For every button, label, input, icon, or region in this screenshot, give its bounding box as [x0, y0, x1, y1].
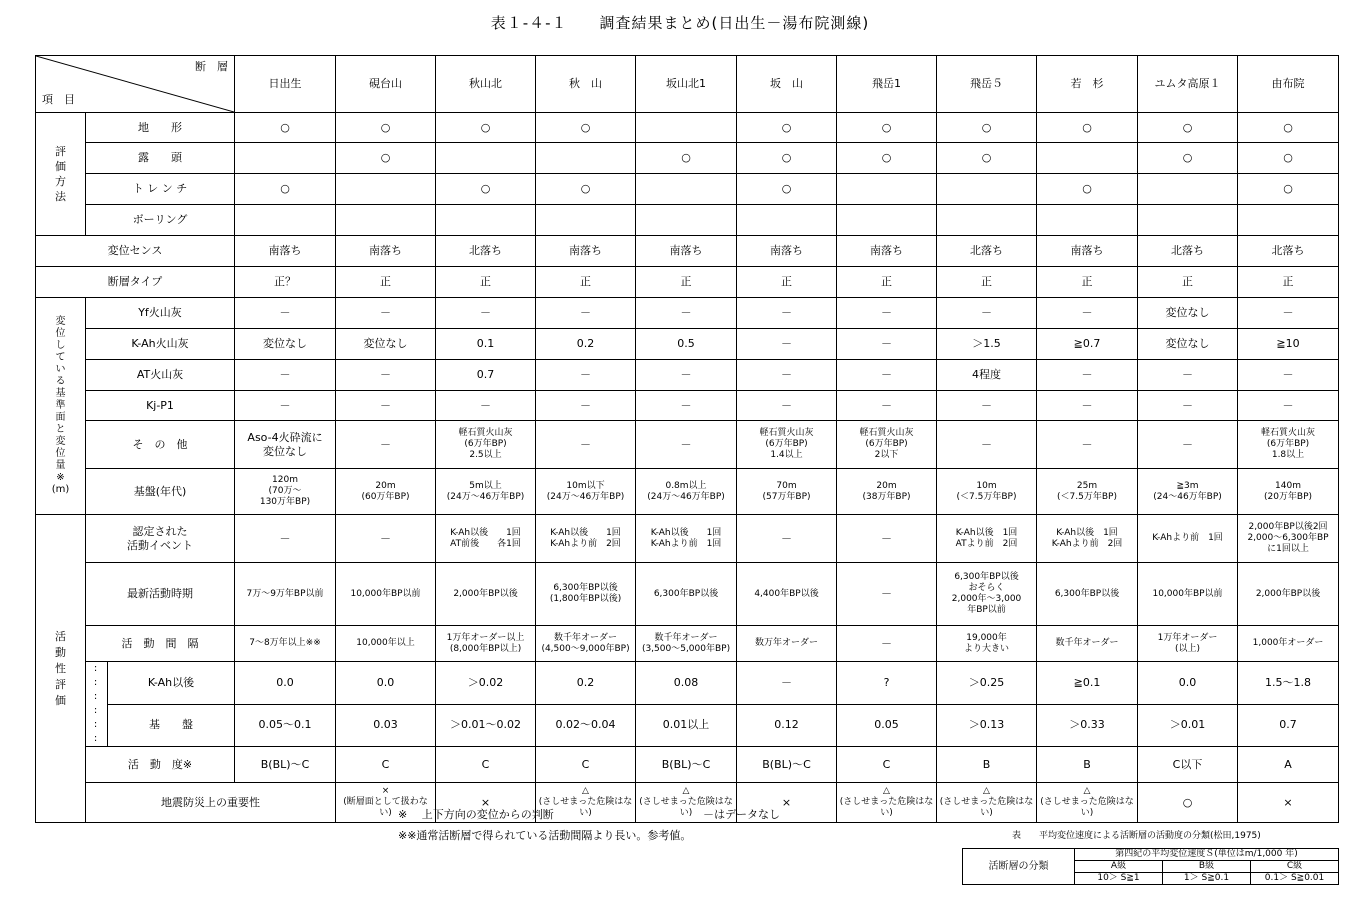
- cell: 6,300年BP以後: [636, 563, 737, 626]
- cell: ○: [737, 113, 837, 143]
- cell: C以下: [1138, 747, 1238, 783]
- cell: △ (さしせまった危険はない): [636, 783, 737, 823]
- cell: Aso-4火砕流に 変位なし: [235, 421, 336, 469]
- cell: [436, 143, 536, 174]
- cell: 1万年オーダー (以上): [1138, 626, 1238, 662]
- cell: －: [636, 360, 737, 391]
- results-table: [35, 55, 1339, 823]
- cell: ×: [737, 783, 837, 823]
- cell: 120m (70万～ 130万年BP): [235, 469, 336, 515]
- cell: －: [837, 298, 937, 329]
- cell: 軽石質火山灰 (6万年BP) 1.4以上: [737, 421, 837, 469]
- cell: [737, 205, 837, 236]
- cell: －: [336, 391, 436, 421]
- cell: A: [1238, 747, 1339, 783]
- row-label: Yf火山灰: [86, 298, 235, 329]
- cell: －: [737, 391, 837, 421]
- cell: 5m以上 (24万～46万年BP): [436, 469, 536, 515]
- cell: 25m (＜7.5万年BP): [1037, 469, 1138, 515]
- cell: [536, 143, 636, 174]
- cell: －: [737, 360, 837, 391]
- row-label: 露 頭: [86, 143, 235, 174]
- legend-class-label: 活断層の分類: [963, 849, 1075, 885]
- fault-name: 飛岳1: [837, 56, 937, 113]
- cell: 軽石質火山灰 (6万年BP) 2.5以上: [436, 421, 536, 469]
- cell: －: [737, 298, 837, 329]
- footnote-no-data: －はデータなし: [703, 808, 780, 821]
- row-degree: [36, 747, 1339, 783]
- cell: ○: [336, 143, 436, 174]
- cell: ○: [737, 143, 837, 174]
- cell: 南落ち: [737, 236, 837, 267]
- cell: △ (さしせまった危険はない): [937, 783, 1037, 823]
- fault-name: 硯台山: [336, 56, 436, 113]
- cell: －: [837, 626, 937, 662]
- page-title: 表１-４-１ 調査結果まとめ(日出生－湯布院測線): [490, 14, 870, 32]
- cell: －: [1037, 360, 1138, 391]
- cell: －: [636, 391, 737, 421]
- cell: －: [336, 421, 436, 469]
- row-basement: [36, 469, 1339, 515]
- activity-classification-table: [962, 848, 1339, 885]
- cell: 北落ち: [1238, 236, 1339, 267]
- cell: ○: [1238, 174, 1339, 205]
- cell: ≧10: [1238, 329, 1339, 360]
- cell: 2,000年BP以後: [436, 563, 536, 626]
- cell: [1138, 205, 1238, 236]
- legend-range: 0.1＞ S≧0.01: [1251, 873, 1339, 885]
- cell: ＞0.33: [1037, 704, 1138, 747]
- cell: 軽石質火山灰 (6万年BP) 1.8以上: [1238, 421, 1339, 469]
- cell: ○: [1037, 113, 1138, 143]
- cell: ○: [1138, 783, 1238, 823]
- row-label: 基 盤: [108, 704, 235, 747]
- cell: 1万年オーダー以上 (8,000年BP以上): [436, 626, 536, 662]
- cell: 変位なし: [1138, 329, 1238, 360]
- row-label: Kj-P1: [86, 391, 235, 421]
- cell: 南落ち: [235, 236, 336, 267]
- cell: －: [336, 298, 436, 329]
- cell: －: [235, 298, 336, 329]
- cell: －: [1238, 391, 1339, 421]
- cell: 6,300年BP以後: [1037, 563, 1138, 626]
- cell: 7～8万年以上※※: [235, 626, 336, 662]
- cell: [1037, 205, 1138, 236]
- group-disp-label: 変 位 し て い る 基 準 面 と 変 位 量 ※ (m): [36, 298, 86, 515]
- cell: 正: [1138, 267, 1238, 298]
- cell: 4程度: [937, 360, 1037, 391]
- cell: 10m (＜7.5万年BP): [937, 469, 1037, 515]
- group-act-label: 活 動 性 評 価: [36, 515, 86, 823]
- cell: 0.08: [636, 662, 737, 705]
- cell: －: [636, 298, 737, 329]
- cell: 数千年オーダー: [1037, 626, 1138, 662]
- cell: K-Ah以後 1回 ATより前 2回: [937, 515, 1037, 563]
- cell: 数万年オーダー: [737, 626, 837, 662]
- cell: 0.7: [436, 360, 536, 391]
- cell: 0.0: [1138, 662, 1238, 705]
- cell: 0.8m以上 (24万～46万年BP): [636, 469, 737, 515]
- cell: 変位なし: [235, 329, 336, 360]
- fault-name: 坂 山: [737, 56, 837, 113]
- cell: K-Ah以後 1回 K-Ahより前 2回: [536, 515, 636, 563]
- cell: 0.0: [235, 662, 336, 705]
- cell: 南落ち: [837, 236, 937, 267]
- cell: ○: [436, 113, 536, 143]
- cell: 140m (20万年BP): [1238, 469, 1339, 515]
- cell: 6,300年BP以後 (1,800年BP以後): [536, 563, 636, 626]
- cell: [937, 205, 1037, 236]
- group-eval-label: 評 価 方 法: [36, 113, 86, 236]
- cell: [636, 205, 737, 236]
- cell: [636, 174, 737, 205]
- cell: ○: [235, 174, 336, 205]
- cell: [235, 205, 336, 236]
- cell: 数千年オーダー (4,500～9,000年BP): [536, 626, 636, 662]
- cell: 正: [1238, 267, 1339, 298]
- row-label: 断層タイプ: [36, 267, 235, 298]
- cell: 北落ち: [937, 236, 1037, 267]
- legend-grade: C級: [1251, 861, 1339, 873]
- cell: C: [436, 747, 536, 783]
- fault-name: 日出生: [235, 56, 336, 113]
- cell: 南落ち: [536, 236, 636, 267]
- row-label: 活 動 度※: [86, 747, 235, 783]
- cell: × (断層面として扱わない): [336, 783, 436, 823]
- cell: 正: [1037, 267, 1138, 298]
- cell: 20m (38万年BP): [837, 469, 937, 515]
- cell: 0.05: [837, 704, 937, 747]
- rate-bracket-dots: : : : : : :: [86, 662, 108, 747]
- fault-name: 由布院: [1238, 56, 1339, 113]
- cell: B(BL)～C: [636, 747, 737, 783]
- row-rate-base: [36, 704, 1339, 747]
- cell: －: [536, 391, 636, 421]
- cell: ○: [1037, 174, 1138, 205]
- cell: K-Ah以後 1回 K-Ahより前 2回: [1037, 515, 1138, 563]
- cell: △ (さしせまった危険はない): [536, 783, 636, 823]
- cell: －: [737, 662, 837, 705]
- cell: 10,000年BP以前: [336, 563, 436, 626]
- row-trench: [36, 174, 1339, 205]
- row-label: 最新活動時期: [86, 563, 235, 626]
- cell: 北落ち: [436, 236, 536, 267]
- cell: －: [937, 391, 1037, 421]
- cell: －: [1037, 298, 1138, 329]
- cell: －: [737, 329, 837, 360]
- row-label: 地 形: [86, 113, 235, 143]
- cell: －: [436, 298, 536, 329]
- cell: B(BL)～C: [235, 747, 336, 783]
- header-row: [36, 56, 1339, 113]
- cell: ＞1.5: [937, 329, 1037, 360]
- legend-grade: A級: [1075, 861, 1163, 873]
- cell: －: [937, 421, 1037, 469]
- cell: －: [837, 515, 937, 563]
- cell: [436, 205, 536, 236]
- cell: [336, 174, 436, 205]
- cell: 1.5～1.8: [1238, 662, 1339, 705]
- cell: 0.2: [536, 662, 636, 705]
- cell: ○: [536, 113, 636, 143]
- cell: 2,000年BP以後2回 2,000～6,300年BP に1回以上: [1238, 515, 1339, 563]
- cell: 正？: [235, 267, 336, 298]
- cell: 0.7: [1238, 704, 1339, 747]
- row-kjp1: [36, 391, 1339, 421]
- cell: 軽石質火山灰 (6万年BP) 2以下: [837, 421, 937, 469]
- cell: －: [837, 563, 937, 626]
- cell: [837, 205, 937, 236]
- cell: B(BL)～C: [737, 747, 837, 783]
- cell: K-Ah以後 1回 K-Ahより前 1回: [636, 515, 737, 563]
- cell: C: [536, 747, 636, 783]
- cell: 4,400年BP以後: [737, 563, 837, 626]
- cell: －: [837, 391, 937, 421]
- cell: C: [837, 747, 937, 783]
- row-rate-kah: [36, 662, 1339, 705]
- row-sense: [36, 236, 1339, 267]
- cell: －: [536, 360, 636, 391]
- cell: －: [737, 515, 837, 563]
- cell: △ (さしせまった危険はない): [1037, 783, 1138, 823]
- cell: 正: [336, 267, 436, 298]
- row-other: [36, 421, 1339, 469]
- row-label: 活 動 間 隔: [86, 626, 235, 662]
- cell: [1138, 174, 1238, 205]
- fault-name: 坂山北1: [636, 56, 737, 113]
- cell: 19,000年 より大きい: [937, 626, 1037, 662]
- cell: 変位なし: [336, 329, 436, 360]
- cell: －: [636, 421, 737, 469]
- cell: ×: [436, 783, 536, 823]
- row-events: [36, 515, 1339, 563]
- cell: K-Ah以後 1回 AT前後 各1回: [436, 515, 536, 563]
- cell: －: [1037, 421, 1138, 469]
- cell: ＞0.01～0.02: [436, 704, 536, 747]
- cell: －: [1138, 360, 1238, 391]
- header-corner-cell: [36, 56, 235, 113]
- cell: [837, 174, 937, 205]
- cell: [536, 205, 636, 236]
- cell: 南落ち: [636, 236, 737, 267]
- cell: 変位なし: [1138, 298, 1238, 329]
- cell: －: [1238, 298, 1339, 329]
- cell: ○: [1138, 113, 1238, 143]
- cell: 0.5: [636, 329, 737, 360]
- row-label: AT火山灰: [86, 360, 235, 391]
- cell: －: [235, 515, 336, 563]
- cell: ○: [1238, 143, 1339, 174]
- cell: 北落ち: [1138, 236, 1238, 267]
- row-kah: [36, 329, 1339, 360]
- row-yf: [36, 298, 1339, 329]
- cell: 0.0: [336, 662, 436, 705]
- cell: ○: [1238, 113, 1339, 143]
- cell: －: [336, 360, 436, 391]
- cell: 0.03: [336, 704, 436, 747]
- cell: ○: [436, 174, 536, 205]
- item-header-label: 項 目: [42, 93, 75, 106]
- cell: －: [536, 421, 636, 469]
- legend-rate-header: 第四紀の平均変位速度Ｓ(単位はm/1,000 年): [1075, 849, 1339, 861]
- cell: －: [536, 298, 636, 329]
- row-label: 変位センス: [36, 236, 235, 267]
- cell: 正: [937, 267, 1037, 298]
- cell: 0.1: [436, 329, 536, 360]
- cell: 0.2: [536, 329, 636, 360]
- cell: 南落ち: [336, 236, 436, 267]
- cell: ○: [235, 113, 336, 143]
- cell: 20m (60万年BP): [336, 469, 436, 515]
- cell: 正: [436, 267, 536, 298]
- cell: ○: [837, 113, 937, 143]
- footnote-1: ※ 上下方向の変位からの判断: [398, 808, 554, 821]
- row-label: K-Ah火山灰: [86, 329, 235, 360]
- cell: ○: [636, 143, 737, 174]
- cell: 正: [837, 267, 937, 298]
- cell: ○: [937, 143, 1037, 174]
- row-type: [36, 267, 1339, 298]
- legend-grade: B級: [1163, 861, 1251, 873]
- cell: ＞0.25: [937, 662, 1037, 705]
- cell: ＞0.13: [937, 704, 1037, 747]
- cell: [937, 174, 1037, 205]
- row-importance: [36, 783, 1339, 823]
- cell: －: [1138, 391, 1238, 421]
- cell: ＞0.02: [436, 662, 536, 705]
- cell: －: [235, 391, 336, 421]
- cell: [235, 143, 336, 174]
- cell: ○: [1138, 143, 1238, 174]
- cell: ?: [837, 662, 937, 705]
- cell: －: [837, 329, 937, 360]
- cell: －: [1138, 421, 1238, 469]
- cell: －: [235, 360, 336, 391]
- cell: 正: [636, 267, 737, 298]
- row-label: ト レ ン チ: [86, 174, 235, 205]
- fault-name: 飛岳５: [937, 56, 1037, 113]
- cell: ＞0.01: [1138, 704, 1238, 747]
- row-label: ボーリング: [86, 205, 235, 236]
- cell: [1238, 205, 1339, 236]
- cell: △ (さしせまった危険はない): [837, 783, 937, 823]
- cell: [636, 113, 737, 143]
- cell: 0.01以上: [636, 704, 737, 747]
- legend-range: 1＞ S≧0.1: [1163, 873, 1251, 885]
- cell: 7万～9万年BP以前: [235, 563, 336, 626]
- cell: 1,000年オーダー: [1238, 626, 1339, 662]
- row-boring: [36, 205, 1339, 236]
- cell: ○: [336, 113, 436, 143]
- row-terrain: [36, 113, 1339, 143]
- cell: －: [436, 391, 536, 421]
- cell: 0.02～0.04: [536, 704, 636, 747]
- cell: 南落ち: [1037, 236, 1138, 267]
- cell: －: [1238, 360, 1339, 391]
- fault-name: 秋山北: [436, 56, 536, 113]
- cell: 10,000年BP以前: [1138, 563, 1238, 626]
- cell: ≧3m (24～46万年BP): [1138, 469, 1238, 515]
- cell: [1037, 143, 1138, 174]
- cell: 10,000年以上: [336, 626, 436, 662]
- cell: －: [837, 360, 937, 391]
- cell: C: [336, 747, 436, 783]
- cell: 2,000年BP以後: [1238, 563, 1339, 626]
- cell: ○: [536, 174, 636, 205]
- fault-name: 秋 山: [536, 56, 636, 113]
- row-at: [36, 360, 1339, 391]
- row-label: そ の 他: [86, 421, 235, 469]
- cell: －: [336, 515, 436, 563]
- fault-header-label: 断 層: [195, 60, 229, 73]
- cell: 6,300年BP以後 おそらく 2,000年～3,000 年BP以前: [937, 563, 1037, 626]
- cell: ○: [737, 174, 837, 205]
- row-interval: [36, 626, 1339, 662]
- cell: ≧0.1: [1037, 662, 1138, 705]
- footnote-2: ※※通常活断層で得られている活動間隔より長い。参考値。: [398, 829, 692, 842]
- row-outcrop: [36, 143, 1339, 174]
- legend-caption: 表 平均変位速度による活断層の活動度の分類(松田,1975): [1012, 831, 1261, 841]
- cell: [336, 205, 436, 236]
- row-label: K-Ah以後: [108, 662, 235, 705]
- cell: 数千年オーダー (3,500～5,000年BP): [636, 626, 737, 662]
- cell: －: [1037, 391, 1138, 421]
- row-latest: [36, 563, 1339, 626]
- cell: B: [937, 747, 1037, 783]
- cell: ×: [1238, 783, 1339, 823]
- cell: 10m以下 (24万～46万年BP): [536, 469, 636, 515]
- row-label: 地震防災上の重要性: [86, 783, 336, 823]
- cell: B: [1037, 747, 1138, 783]
- cell: ≧0.7: [1037, 329, 1138, 360]
- cell: 0.12: [737, 704, 837, 747]
- fault-name: 若 杉: [1037, 56, 1138, 113]
- cell: ○: [937, 113, 1037, 143]
- cell: K-Ahより前 1回: [1138, 515, 1238, 563]
- row-label: 認定された 活動イベント: [86, 515, 235, 563]
- cell: －: [937, 298, 1037, 329]
- cell: 70m (57万年BP): [737, 469, 837, 515]
- row-label: 基盤(年代): [86, 469, 235, 515]
- cell: 0.05～0.1: [235, 704, 336, 747]
- cell: 正: [737, 267, 837, 298]
- cell: 正: [536, 267, 636, 298]
- fault-name: ユムタ高原１: [1138, 56, 1238, 113]
- legend-range: 10＞ S≧1: [1075, 873, 1163, 885]
- cell: ○: [837, 143, 937, 174]
